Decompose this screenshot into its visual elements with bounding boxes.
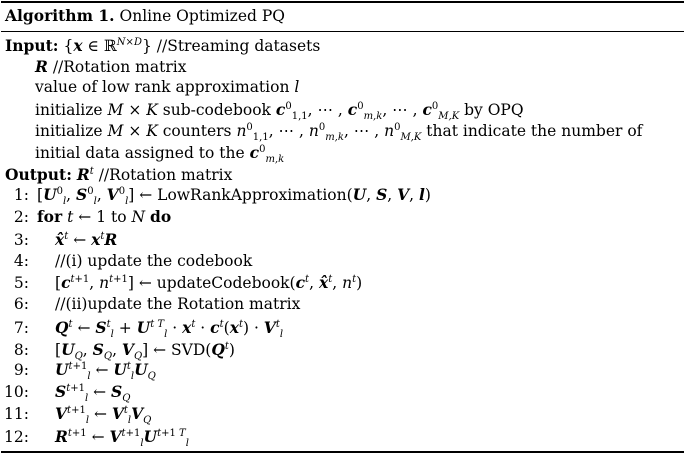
step-8: 8: [$U_Q$, $S_Q$, $V_Q$] ← $SVD(Q^t)$ xyxy=(13,340,235,363)
algorithm-block xyxy=(1,1,684,454)
input-counters-cont: initial data assigned to the $c^0_{m,k}$ xyxy=(35,143,285,166)
input-dataset: {x ∈ ℝ$^{N\times D}$} //Streaming datasets xyxy=(63,36,321,55)
top-rule xyxy=(1,1,684,3)
title-rule xyxy=(1,31,684,32)
step-6: 6: //(ii)update the Rotation matrix xyxy=(13,295,301,313)
step-9: 9: $U^{t+1}_l$ ← $U^t_lU_Q$ xyxy=(13,360,156,383)
bottom-rule xyxy=(1,451,684,453)
algorithm-title xyxy=(5,5,285,29)
output-line: Output: $R^t$ //Rotation matrix xyxy=(5,165,233,184)
step-11: 11: $V^{t+1}_l$ ← $V^t_lV_Q$ xyxy=(4,404,152,427)
step-10: 10: $S^{t+1}_l$ ← $S_Q$ xyxy=(4,382,131,405)
step-1: 1: [$U^0_l$, $S^0_l$, $V^0_l$] ← LowRankApproximation(U, S, V, l) xyxy=(13,185,431,208)
step-3: 3: x̂$^t$ ← $x^tR$ xyxy=(13,230,118,249)
step-4: 4: //(i) update the codebook xyxy=(13,252,253,270)
input-rank: value of low rank approximation l xyxy=(35,78,300,96)
input-rotation: R //Rotation matrix xyxy=(35,57,187,76)
input-counters: initialize M × K counters $n^0_{1,1}$, ⋯ , $n^0_{m,k}$, ⋯ , $n^0_{M,K}$ that indicate the number of xyxy=(35,121,643,144)
step-12: 12: $R^{t+1}$ ← $V^{t+1}_lU^{t+1 T}_l$ xyxy=(4,427,189,450)
algorithm-label: Algorithm 1. xyxy=(5,6,115,25)
input-label: Input: xyxy=(5,36,59,55)
step-7: 7: $Q^t$ ← $S^t_l + U^{t T}_l \cdot x^t \cdot c^t(x^t) \cdot V^t_l$ xyxy=(13,318,284,341)
input-line xyxy=(5,35,320,56)
algorithm-name: Online Optimized PQ xyxy=(119,7,285,25)
step-5: 5: [$c^{t+1}$, $n^{t+1}$] ← $updateCodebook(c^t$, x̂$^t$, $n^t$) xyxy=(13,273,363,292)
output-label: Output: xyxy=(5,165,72,184)
input-codebook: initialize M × K sub-codebook $c^0_{1,1}$, ⋯ , $c^0_{m,k}$, ⋯ , $c^0_{M,K}$ by OPQ xyxy=(35,100,524,123)
step-2: 2: for t ← 1 to N do xyxy=(13,207,172,226)
